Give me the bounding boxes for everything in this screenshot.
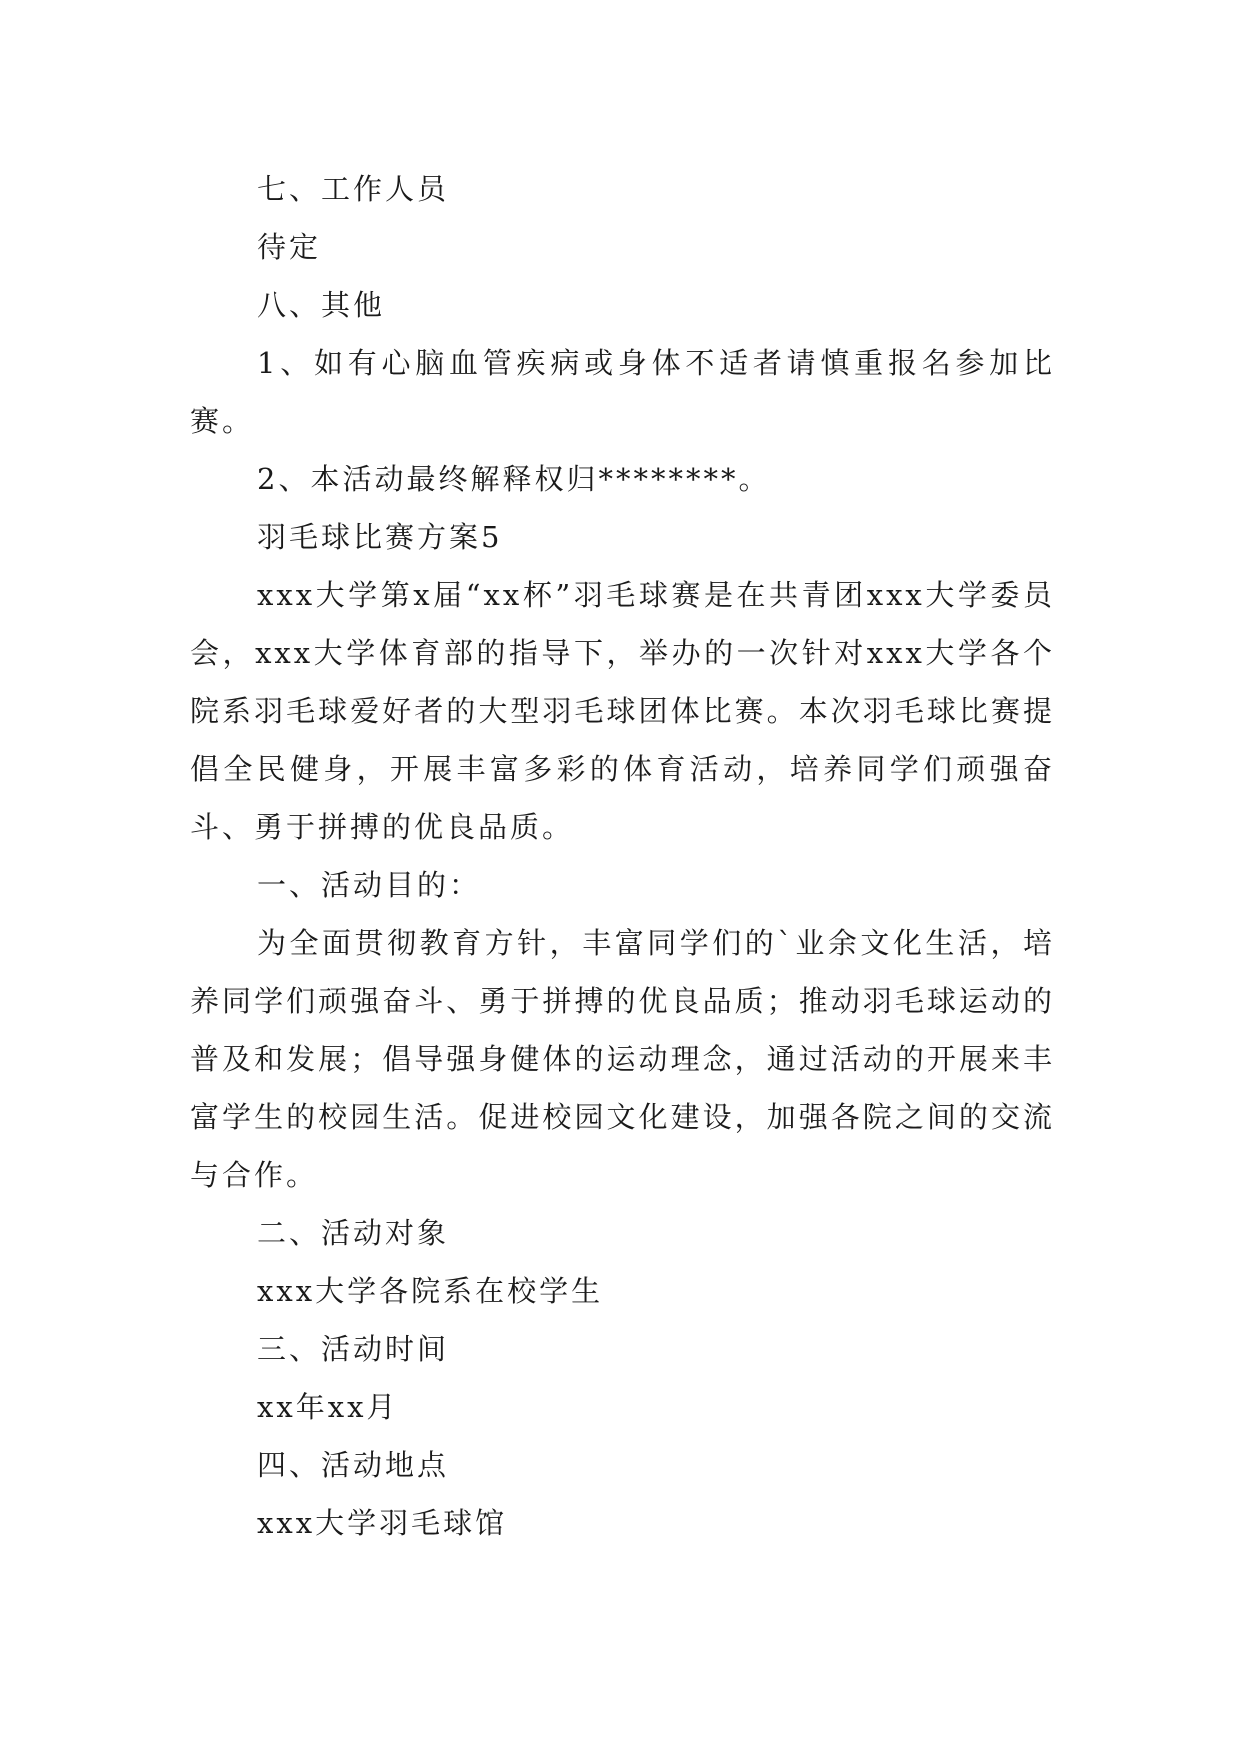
other-item-1: 1、如有心脑血管疾病或身体不适者请慎重报名参加比赛。 [190, 346, 1055, 438]
heading-participants: 二、活动对象 [257, 1216, 450, 1250]
time-text: xx年xx月 [257, 1390, 399, 1424]
other-item-2: 2、本活动最终解释权归********。 [257, 462, 771, 496]
heading-staff: 七、工作人员 [257, 172, 450, 206]
intro-paragraph: xxx大学第x届“xx杯”羽毛球赛是在共青团xxx大学委员会，xxx大学体育部的指导下，举办的一次针对xxx大学各个院系羽毛球爱好者的大型羽毛球团体比赛。本次羽毛球比赛提倡全民健身，开展丰富多彩的体育活动，培养同学们顽强奋斗、勇于拼搏的优良品质。 [190, 578, 1055, 844]
heading-location: 四、活动地点 [257, 1448, 450, 1482]
heading-purpose: 一、活动目的： [257, 868, 482, 902]
participants-text: xxx大学各院系在校学生 [257, 1274, 604, 1308]
purpose-paragraph: 为全面贯彻教育方针，丰富同学们的`业余文化生活，培养同学们顽强奋斗、勇于拼搏的优良品质；推动羽毛球运动的普及和发展；倡导强身健体的运动理念，通过活动的开展来丰富学生的校园生活。促进校园文化建设，加强各院之间的交流与合作。 [190, 926, 1055, 1192]
heading-time: 三、活动时间 [257, 1332, 450, 1366]
location-text: xxx大学羽毛球馆 [257, 1506, 508, 1540]
heading-other: 八、其他 [257, 288, 386, 322]
staff-text: 待定 [257, 230, 322, 264]
section-title: 羽毛球比赛方案5 [257, 520, 503, 554]
document-body [190, 160, 1055, 1552]
